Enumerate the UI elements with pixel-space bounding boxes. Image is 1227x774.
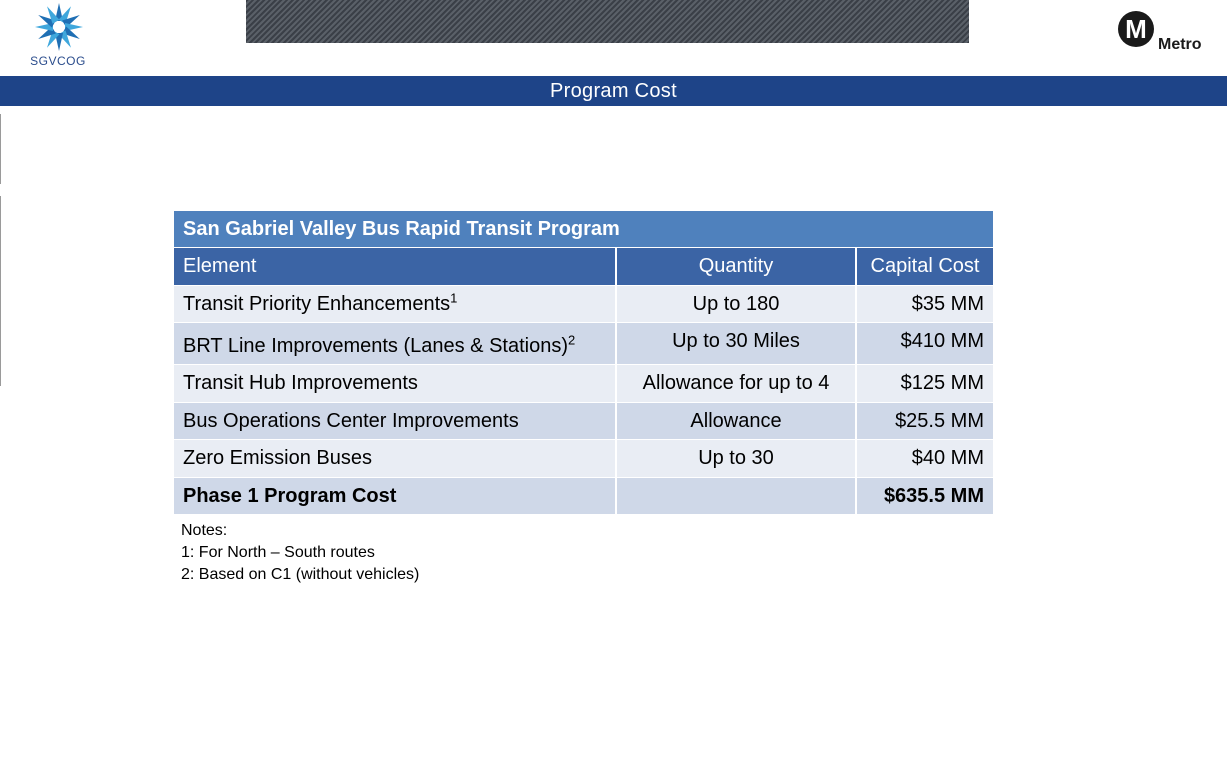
footnote-marker: 1	[450, 289, 458, 305]
total-quantity-cell	[617, 478, 857, 515]
cost-cell: $35 MM	[857, 286, 993, 323]
sgvcog-logo-text: SGVCOG	[30, 54, 86, 68]
element-cell	[174, 286, 617, 323]
cost-cell: $125 MM	[857, 365, 993, 402]
left-edge-rule	[0, 114, 1, 184]
note-item: 2: Based on C1 (without vehicles)	[181, 566, 420, 583]
left-edge-rule	[0, 196, 1, 386]
quantity-cell: Up to 30 Miles	[617, 323, 857, 364]
quantity-cell: Allowance	[617, 403, 857, 440]
table-header-row	[174, 248, 993, 286]
header-pattern-bar	[246, 0, 969, 43]
total-label: Phase 1 Program Cost	[174, 478, 617, 515]
total-cost: $635.5 MM	[857, 478, 993, 515]
notes-title: Notes:	[181, 522, 228, 539]
cost-cell: $410 MM	[857, 323, 993, 364]
sgvcog-logo	[22, 2, 94, 70]
metro-m-icon: M	[1118, 11, 1154, 47]
table-total-row	[174, 478, 993, 516]
table-row	[174, 403, 993, 441]
quantity-cell: Up to 30	[617, 440, 857, 477]
element-cell: Zero Emission Buses	[174, 440, 617, 477]
element-cell: Bus Operations Center Improvements	[174, 403, 617, 440]
table-row	[174, 286, 993, 324]
starburst-icon	[34, 2, 84, 52]
table-row	[174, 323, 993, 365]
column-header-quantity: Quantity	[617, 248, 857, 285]
table-caption: San Gabriel Valley Bus Rapid Transit Program	[174, 211, 993, 248]
footnote-marker: 2	[568, 332, 576, 348]
table-row	[174, 440, 993, 478]
notes	[181, 520, 419, 586]
element-cell	[174, 323, 617, 364]
quantity-cell: Allowance for up to 4	[617, 365, 857, 402]
page-title: Program Cost	[0, 76, 1227, 106]
column-header-element: Element	[174, 248, 617, 285]
cost-cell: $25.5 MM	[857, 403, 993, 440]
note-item: 1: For North – South routes	[181, 544, 375, 561]
table-row	[174, 365, 993, 403]
column-header-cost: Capital Cost	[857, 248, 993, 285]
element-cell: Transit Hub Improvements	[174, 365, 617, 402]
metro-logo	[1115, 8, 1215, 58]
cost-cell: $40 MM	[857, 440, 993, 477]
program-cost-table	[174, 211, 993, 515]
quantity-cell: Up to 180	[617, 286, 857, 323]
element-label: BRT Line Improvements (Lanes & Stations)	[183, 335, 568, 357]
metro-logo-text: Metro	[1158, 36, 1202, 53]
element-label: Transit Priority Enhancements	[183, 292, 451, 315]
